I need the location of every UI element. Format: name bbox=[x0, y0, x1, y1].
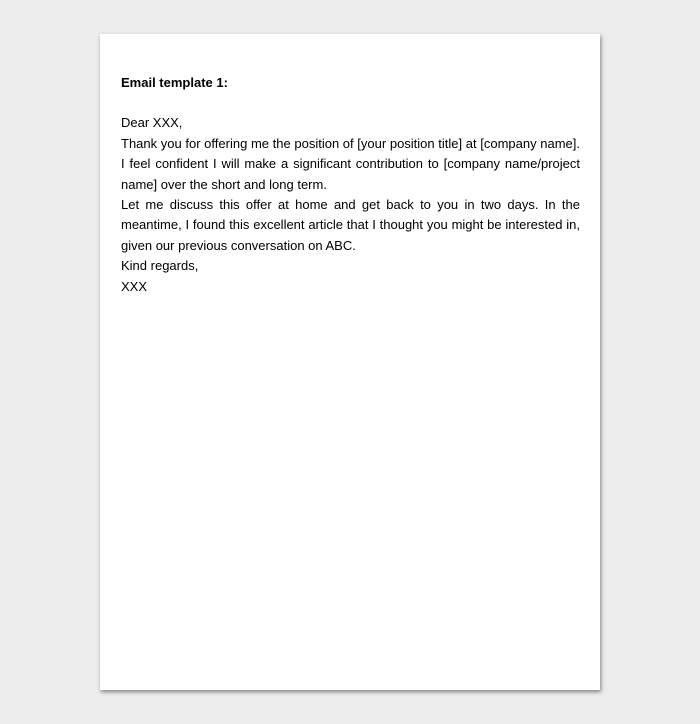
document-body bbox=[121, 73, 580, 297]
paragraph-offer-thanks: Thank you for offering me the position of [your position title] at [company name]. I feel confident I will make a significant contribution to [company name/project name] over the short and long term. bbox=[121, 135, 580, 192]
document-title: Email template 1: bbox=[121, 75, 228, 90]
greeting: Dear XXX, bbox=[121, 115, 183, 131]
paragraph-discussion: Let me discuss this offer at home and get back to you in two days. In the meantime, I found this excellent article that I thought you might be interested in, given our previous conversation on ABC. bbox=[121, 197, 580, 253]
document-page bbox=[100, 34, 600, 690]
signature: XXX bbox=[121, 278, 148, 294]
closing: Kind regards, bbox=[121, 258, 199, 274]
